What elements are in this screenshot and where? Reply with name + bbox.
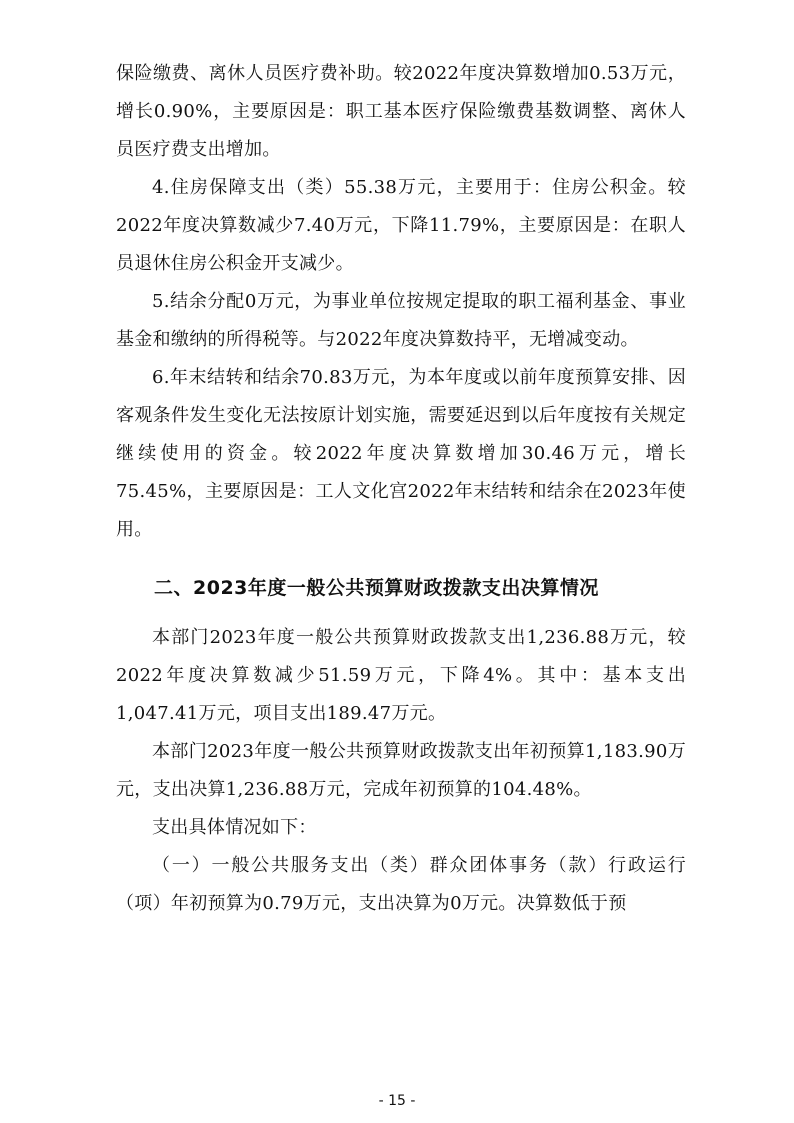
- section-heading: 二、2023年度一般公共预算财政拨款支出决算情况: [154, 577, 599, 599]
- page-number: - 15 -: [378, 1093, 416, 1109]
- paragraph-continuation-insurance: 保险缴费、离休人员医疗费补助。较2022年度决算数增加0.53万元，增长0.90%，主要原因是：职工基本医疗保险缴费基数调整、离休人员医疗费支出增加。: [116, 63, 686, 160]
- paragraph-annual-budget-completion: 本部门2023年度一般公共预算财政拨款支出年初预算1,183.90万元，支出决算1,236.88万元，完成年初预算的104.48%。: [116, 741, 686, 800]
- paragraph-details-intro: 支出具体情况如下：: [152, 817, 317, 838]
- paragraph-general-budget-total: 本部门2023年度一般公共预算财政拨款支出1,236.88万元，较2022年度决算数减少51.59万元，下降4%。其中：基本支出1,047.41万元，项目支出189.47万元。: [116, 627, 686, 724]
- paragraph-surplus-distribution: 5.结余分配0万元，为事业单位按规定提取的职工福利基金、事业基金和缴纳的所得税等。与2022年度决算数持平，无增减变动。: [116, 291, 686, 350]
- paragraph-year-end-carryover: 6.年末结转和结余70.83万元，为本年度或以前年度预算安排、因客观条件发生变化无法按原计划实施，需要延迟到以后年度按有关规定继续使用的资金。较2022年度决算数增加30.46万元，增长75.45%，主要原因是：工人文化宫2022年末结转和结余在2023年使用。: [116, 367, 686, 540]
- paragraph-housing-support: 4.住房保障支出（类）55.38万元，主要用于：住房公积金。较2022年度决算数减少7.40万元，下降11.79%，主要原因是：在职人员退休住房公积金开支减少。: [116, 177, 686, 274]
- paragraph-general-public-service: （一）一般公共服务支出（类）群众团体事务（款）行政运行（项）年初预算为0.79万元，支出决算为0万元。决算数低于预: [116, 855, 686, 914]
- document-body: [116, 55, 686, 923]
